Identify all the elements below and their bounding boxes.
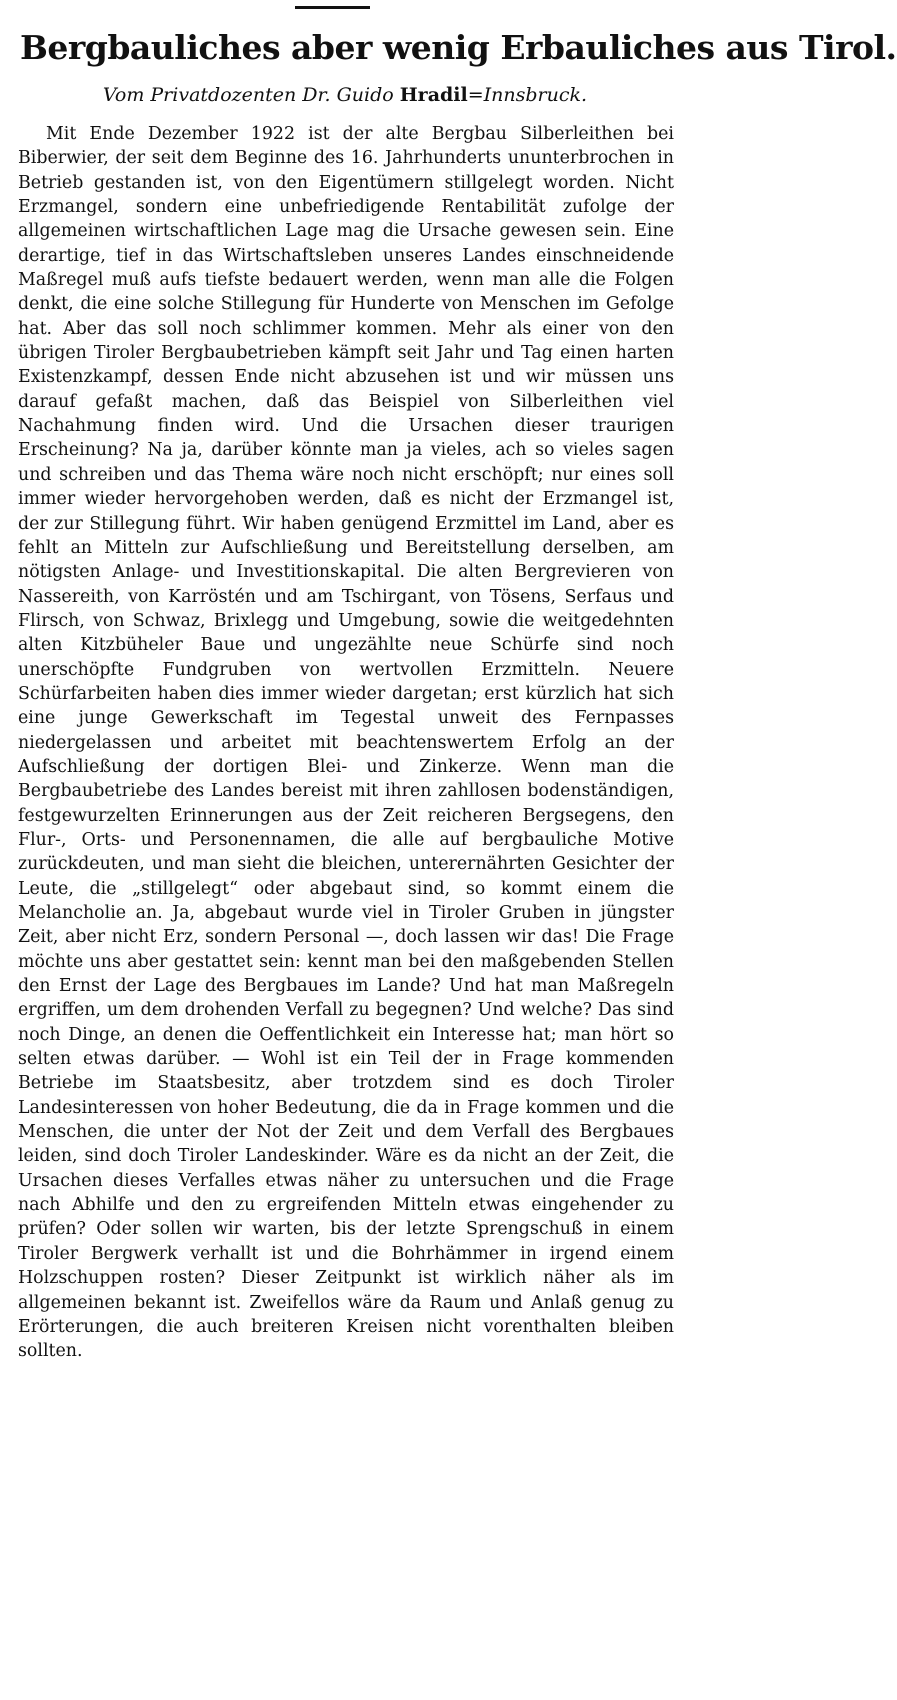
article-headline: Bergbauliches aber wenig Erbauliches aus Tirol. bbox=[20, 28, 897, 67]
byline-prefix: Vom Privatdozenten Dr. Guido bbox=[102, 84, 400, 106]
byline-author-name: Hradil bbox=[399, 84, 468, 106]
article-paragraph: Mit Ende Dezember 1922 ist der alte Bergbau Silberleithen bei Biberwier, der seit dem Beginne des 16. Jahrhunderts ununterbrochen in Betrieb gestanden ist, von den Eigentümern stillgelegt worden. Nicht Erzmangel, sondern eine unbefriedigende Rentabilität zufolge der allgemeinen wirtschaftlichen Lage mag die Ursache gewesen sein. Eine derartige, tief in das Wirtschaftsleben unseres Landes einschneidende Maßregel muß aufs tiefste bedauert werden, wenn man alle die Folgen denkt, die eine solche Stillegung für Hunderte von Menschen im Gefolge hat. Aber das soll noch schlimmer kommen. Mehr als einer von den übrigen Tiroler Bergbaubetrieben kämpft seit Jahr und Tag einen harten Existenzkampf, dessen Ende nicht abzusehen ist und wir müssen uns darauf gefaßt machen, daß das Beispiel von Silberleithen viel Nachahmung finden wird. Und die Ursachen dieser traurigen Erscheinung? Na ja, darüber könnte man ja vieles, ach so vieles sagen und schreiben und das Thema wäre noch nicht erschöpft; nur eines soll immer wieder hervorgehoben werden, daß es nicht der Erzmangel ist, der zur Stillegung führt. Wir haben genügend Erzmittel im Land, aber es fehlt an Mitteln zur Aufschließung und Bereitstellung derselben, am nötigsten Anlage- und Investitionskapital. Die alten Bergrevieren von Nassereith, von Karröstén und am Tschirgant, von Tösens, Serfaus und Flirsch, von Schwaz, Brixlegg und Umgebung, sowie die weitgedehnten alten Kitzbüheler Baue und ungezählte neue Schürfe sind noch unerschöpfte Fundgruben von wertvollen Erzmitteln. Neuere Schürfarbeiten haben dies immer wieder dargetan; erst kürzlich hat sich eine junge Gewerkschaft im Tegestal unweit des Fernpasses niedergelassen und arbeitet mit beachtenswertem Erfolg an der Aufschließung der dortigen Blei- und Zinkerze. Wenn man die Bergbaubetriebe des Landes bereist mit ihren zahllosen bodenständigen, festgewurzelten Erinnerungen aus der Zeit reicheren Bergsegens, den Flur-, Orts- und Personennamen, die alle auf bergbauliche Motive zurückdeuten, und man sieht die bleichen, unterernährten Gesichter der Leute, die „stillgelegt“ oder abgebaut sind, so kommt einem die Melancholie an. Ja, abgebaut wurde viel in Tiroler Gruben in jüngster Zeit, aber nicht Erz, sondern Personal —, doch lassen wir das! Die Frage möchte uns aber gestattet sein: kennt man bei den maßgebenden Stellen den Ernst der Lage des Bergbaues im Lande? Und hat man Maßregeln ergriffen, um dem drohenden Verfall zu begegnen? Und welche? Das sind noch Dinge, an denen die Oeffentlichkeit ein Interesse hat; man hört so selten etwas darüber. — Wohl ist ein Teil der in Frage kommenden Betriebe im Staatsbesitz, aber trotzdem sind es doch Tiroler Landesinteressen von hoher Bedeutung, die da in Frage kommen und die Menschen, die unter der Not der Zeit und dem Verfall des Bergbaues leiden, sind doch Tiroler Landeskinder. Wäre es da nicht an der Zeit, die Ursachen dieses Verfalles etwas näher zu untersuchen und die Frage nach Abhilfe und den zu ergreifenden Mitteln etwas eingehender zu prüfen? Oder sollen wir warten, bis der letzte Sprengschuß in einem Tiroler Bergwerk verhallt ist und die Bohrhämmer in irgend einem Holzschuppen rosten? Dieser Zeitpunkt ist wirklich näher als im allgemeinen bekannt ist. Zweifellos wäre da Raum und Anlaß genug zu Erörterungen, die auch breiteren Kreisen nicht vorenthalten bleiben sollten. bbox=[18, 124, 674, 1362]
article-body bbox=[18, 122, 674, 1364]
article-byline bbox=[20, 80, 670, 110]
top-rule bbox=[295, 6, 370, 9]
byline-suffix: =Innsbruck. bbox=[467, 84, 588, 106]
